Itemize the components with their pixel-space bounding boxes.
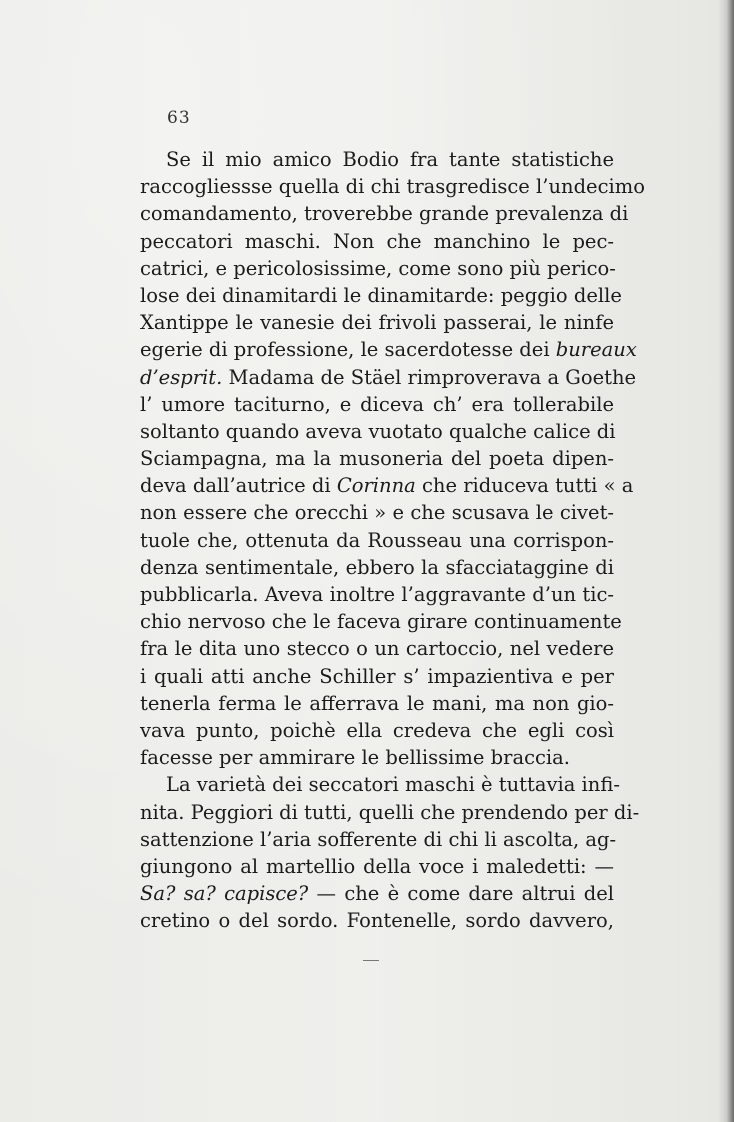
text-line xyxy=(140,282,622,309)
page-number: 63 xyxy=(167,108,191,128)
footer-mark xyxy=(363,960,379,961)
text-line xyxy=(140,771,620,798)
text-line xyxy=(140,663,614,690)
text-line xyxy=(140,907,614,934)
line-text: — che è come dare altrui del xyxy=(308,882,614,906)
text-line xyxy=(140,690,614,717)
line-text: Se il mio amico Bodio fra tante statistiche xyxy=(166,148,614,171)
line-text: raccogliessse quella di chi trasgredisce l’undecimo xyxy=(140,175,645,199)
text-line xyxy=(140,608,622,635)
text-line xyxy=(140,853,614,880)
text-line xyxy=(140,635,614,662)
line-text: non essere che orecchi » e che scusava le civet- xyxy=(140,501,614,525)
line-text: tuole che, ottenuta da Rousseau una corrispon- xyxy=(140,528,614,552)
text-line xyxy=(140,255,614,282)
text-line xyxy=(140,554,614,581)
italic-phrase: d’esprit. xyxy=(140,365,223,389)
line-text: l’ umore taciturno, e diceva ch’ era tollerabile xyxy=(140,392,614,416)
line-text: deva dall’autrice di xyxy=(140,474,337,498)
text-line xyxy=(140,418,614,445)
text-line xyxy=(140,200,629,227)
text-line xyxy=(140,717,614,744)
line-text: i quali atti anche Schiller s’ impazientiva e per xyxy=(140,664,614,688)
text-line xyxy=(140,581,614,608)
text-line xyxy=(140,499,614,526)
text-line xyxy=(140,880,614,907)
line-text: che riduceva tutti « a xyxy=(415,474,634,498)
text-line xyxy=(140,527,614,554)
line-text: tenerla ferma le afferrava le mani, ma non gio- xyxy=(140,691,614,715)
line-text: Madama de Stäel rimproverava a Goethe xyxy=(222,365,637,389)
line-text: pubblicarla. Aveva inoltre l’aggravante d’un tic- xyxy=(140,583,614,606)
line-text: vava punto, poichè ella credeva che egli così xyxy=(140,718,614,742)
line-text: sattenzione l’aria sofferente di chi li ascolta, ag- xyxy=(140,827,617,851)
text-line xyxy=(140,228,614,255)
body-text xyxy=(140,146,645,934)
line-text: egerie di professione, le sacerdotesse dei xyxy=(140,338,556,362)
line-text: lose dei dinamitardi le dinamitarde: peggio delle xyxy=(140,283,622,307)
text-line xyxy=(140,146,614,173)
line-text: cretino o del sordo. Fontenelle, sordo davvero, xyxy=(140,909,614,933)
line-text: catrici, e pericolosissime, come sono più perico- xyxy=(140,256,616,280)
text-line xyxy=(140,826,617,853)
text-line xyxy=(140,309,614,336)
line-text: fra le dita uno stecco o un cartoccio, nel vedere xyxy=(140,637,614,661)
italic-phrase: Sa? sa? capisce? xyxy=(140,882,309,906)
line-text: comandamento, troverebbe grande prevalenza di xyxy=(140,202,629,226)
line-text: facesse per ammirare le bellissime braccia. xyxy=(140,746,570,770)
italic-phrase: bureaux xyxy=(555,338,637,362)
line-text: Sciampagna, ma la musoneria del poeta dipen- xyxy=(140,447,614,471)
text-line xyxy=(140,799,640,826)
line-text: chio nervoso che le faceva girare continuamente xyxy=(140,610,622,634)
text-line xyxy=(140,744,614,771)
text-line xyxy=(140,391,614,418)
text-line xyxy=(140,472,634,499)
italic-phrase: Corinna xyxy=(336,474,416,498)
text-line xyxy=(140,336,637,363)
text-line xyxy=(140,364,637,391)
line-text: La varietà dei seccatori maschi è tuttavia infi- xyxy=(166,773,620,797)
line-text: denza sentimentale, ebbero la sfacciataggine di xyxy=(140,555,614,579)
line-text: giungono al martellio della voce i maledetti: — xyxy=(140,854,614,878)
line-text: nita. Peggiori di tutti, quelli che prendendo per di- xyxy=(140,800,640,824)
line-text: soltanto quando aveva vuotato qualche calice di xyxy=(140,419,616,443)
line-text: Xantippe le vanesie dei frivoli passerai, le ninfe xyxy=(140,311,614,335)
text-line xyxy=(140,173,645,200)
line-text: peccatori maschi. Non che manchino le pec- xyxy=(140,229,614,253)
text-line xyxy=(140,445,614,472)
page-edge-shadow xyxy=(718,0,734,1122)
